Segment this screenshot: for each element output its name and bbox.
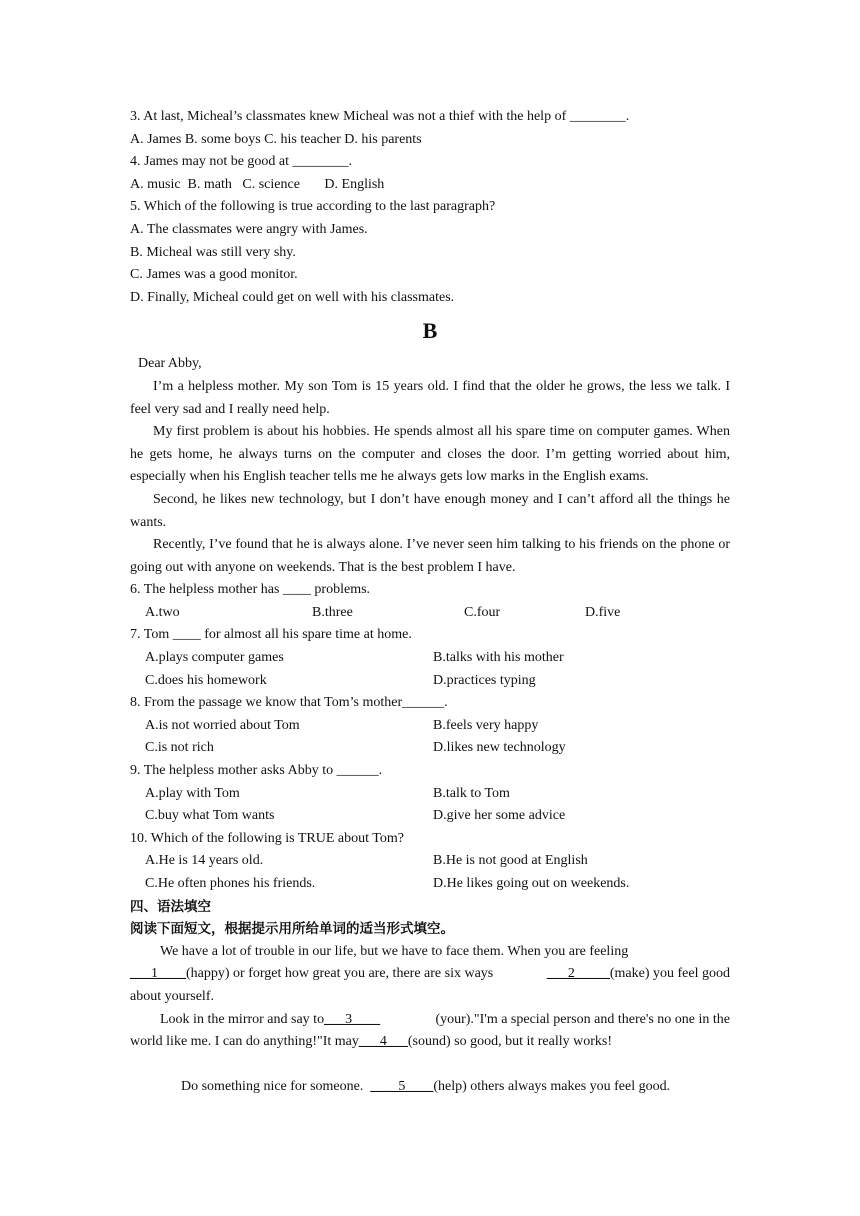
grammar-paragraph-2-line-2 <box>130 1031 730 1054</box>
question-5: 5. Which of the following is true according to the last paragraph? <box>130 199 496 215</box>
grammar-paragraph-3 <box>130 1054 730 1095</box>
option-b: B.He is not good at English <box>433 853 588 869</box>
grammar-paragraph-1-line-2 <box>130 963 730 986</box>
document-content <box>130 106 730 1095</box>
letter-paragraph-2: My first problem is about his hobbies. He spends almost all his spare time on computer games. When he gets home, he always turns on the computer and closes the door. I’m getting worried about him, especially when his English teacher tells me he always gets low marks in the English exams. <box>130 424 730 485</box>
blank-1[interactable]: ___1____ <box>130 966 186 982</box>
question-4: 4. James may not be good at ________. <box>130 154 353 170</box>
option-d: D.likes new technology <box>433 740 566 756</box>
option-b: B.feels very happy <box>433 717 539 733</box>
hint-happy: (happy) or forget how great you are, there are six ways <box>186 966 494 982</box>
grammar-paragraph-1-line-3: about yourself. <box>130 988 214 1004</box>
section-4-instruction: 阅读下面短文，根据提示用所给单词的适当形式填空。 <box>130 921 454 938</box>
letter-paragraph-4: Recently, I’ve found that he is always alone. I’ve never seen him talking to his friends on the phone or going out with anyone on weekends. That is the best problem I have. <box>130 537 730 575</box>
option-b: B.talks with his mother <box>433 650 564 666</box>
hint-your: (your)."I'm a special person and there's no one in the <box>435 1011 730 1027</box>
question-9-options-row-2 <box>130 805 730 828</box>
question-8-options-row-2 <box>130 737 730 760</box>
letter-salutation: Dear Abby, <box>138 356 202 372</box>
blank-4[interactable]: ___4___ <box>358 1034 408 1050</box>
option-a: A.He is 14 years old. <box>145 853 264 869</box>
option-a: A.two <box>145 604 180 620</box>
option-c: C.He often phones his friends. <box>145 876 316 891</box>
question-7-options-row-2 <box>130 670 730 693</box>
world-text: world like me. I can do anything!"It may <box>130 1034 359 1050</box>
grammar-paragraph-2-line-1 <box>130 1009 730 1032</box>
question-7: 7. Tom ____ for almost all his spare time at home. <box>130 627 412 643</box>
question-8-options-row-1 <box>130 715 730 738</box>
option-c: C.is not rich <box>145 740 214 756</box>
grammar-paragraph-1-line-1: We have a lot of trouble in our life, but we have to face them. When you are feeling <box>160 943 629 959</box>
section-4-heading: 四、语法填空 <box>130 898 211 915</box>
hint-help: (help) others always makes you feel good. <box>433 1079 671 1095</box>
option-a: A.is not worried about Tom <box>145 717 300 733</box>
question-5-option-a: A. The classmates were angry with James. <box>130 221 368 237</box>
blank-3[interactable]: ___3____ <box>324 1011 381 1027</box>
question-9-options-row-1 <box>130 783 730 806</box>
hint-sound: (sound) so good, but it really works! <box>407 1034 613 1050</box>
question-4-options: A. music B. math C. science D. English <box>130 176 385 192</box>
question-5-option-c: C. James was a good monitor. <box>130 267 298 283</box>
option-d: D.He likes going out on weekends. <box>433 876 630 891</box>
option-a: A.play with Tom <box>145 785 240 801</box>
letter-paragraph-3: Second, he likes new technology, but I don’t have enough money and I can’t afford all the things he wants. <box>130 491 730 530</box>
blank-5[interactable]: ____5____ <box>370 1079 434 1095</box>
mirror-text: Look in the mirror and say to <box>160 1011 325 1027</box>
question-10: 10. Which of the following is TRUE about Tom? <box>130 830 404 846</box>
question-5-option-b: B. Micheal was still very shy. <box>130 244 296 260</box>
option-d: D.five <box>585 604 621 620</box>
section-b-heading: B <box>422 318 438 344</box>
question-3-options: A. James B. some boys C. his teacher D. his parents <box>130 131 422 147</box>
question-3: 3. At last, Micheal’s classmates knew Micheal was not a thief with the help of ________. <box>130 109 630 124</box>
blank-2[interactable]: ___2_____ <box>546 966 610 982</box>
option-b: B.talk to Tom <box>433 785 510 801</box>
hint-make: (make) you feel good <box>609 966 730 982</box>
option-b: B.three <box>312 604 353 620</box>
question-9: 9. The helpless mother asks Abby to ______. <box>130 763 383 779</box>
question-7-options-row-1 <box>130 647 730 670</box>
option-a: A.plays computer games <box>145 650 284 666</box>
option-c: C.does his homework <box>145 672 267 688</box>
question-10-options-row-1 <box>130 850 730 873</box>
question-6: 6. The helpless mother has ____ problems. <box>130 582 371 598</box>
option-d: D.give her some advice <box>433 808 566 824</box>
question-5-option-d: D. Finally, Micheal could get on well with his classmates. <box>130 289 455 305</box>
nice-text: Do something nice for someone. <box>181 1079 371 1095</box>
option-d: D.practices typing <box>433 672 536 688</box>
question-8: 8. From the passage we know that Tom’s mother______. <box>130 695 448 711</box>
letter-paragraph-1: I’m a helpless mother. My son Tom is 15 years old. I find that the older he grows, the less we talk. I feel very sad and I really need help. <box>130 378 730 417</box>
question-10-options-row-2 <box>130 873 730 896</box>
option-c: C.buy what Tom wants <box>145 808 275 824</box>
question-6-options <box>130 602 730 625</box>
option-c: C.four <box>464 604 501 620</box>
